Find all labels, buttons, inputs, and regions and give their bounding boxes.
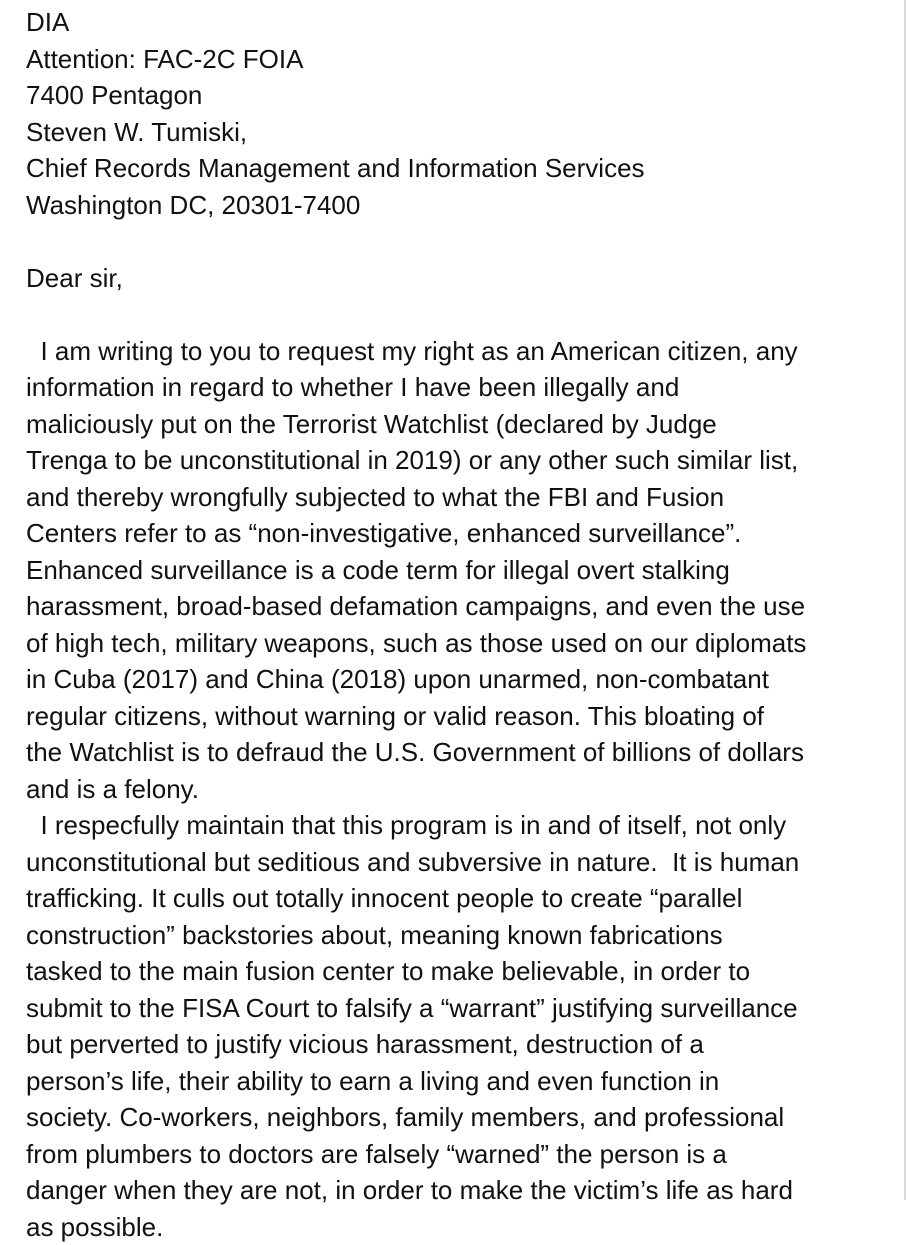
paragraph-line: but perverted to justify vicious harassment, destruction of a [26,1026,906,1063]
address-line-attention: Attention: FAC-2C FOIA [26,41,906,78]
paragraph-line: unconstitutional but seditious and subversive in nature. It is human [26,844,906,881]
paragraph-line: society. Co-workers, neighbors, family members, and professional [26,1099,906,1136]
paragraph-line: Enhanced surveillance is a code term for illegal overt stalking [26,552,906,589]
paragraph-2 [26,807,906,1245]
address-line-street: 7400 Pentagon [26,77,906,114]
paragraph-line: person’s life, their ability to earn a living and even function in [26,1063,906,1100]
letter-document [26,4,906,1245]
paragraph-line: tasked to the main fusion center to make believable, in order to [26,953,906,990]
paragraph-line: information in regard to whether I have been illegally and [26,369,906,406]
blank-line [26,296,906,333]
blank-line [26,223,906,260]
paragraph-line: Trenga to be unconstitutional in 2019) or any other such similar list, [26,442,906,479]
address-line-recipient: DIA [26,4,906,41]
paragraph-line: harassment, broad-based defamation campaigns, and even the use [26,588,906,625]
paragraph-line: maliciously put on the Terrorist Watchlist (declared by Judge [26,406,906,443]
paragraph-line: I am writing to you to request my right as an American citizen, any [26,333,906,370]
address-line-title: Chief Records Management and Information Services [26,150,906,187]
address-block [26,4,906,223]
address-line-city: Washington DC, 20301-7400 [26,187,906,224]
paragraph-line: and thereby wrongfully subjected to what the FBI and Fusion [26,479,906,516]
paragraph-line: from plumbers to doctors are falsely “warned” the person is a [26,1136,906,1173]
paragraph-line: in Cuba (2017) and China (2018) upon unarmed, non-combatant [26,661,906,698]
paragraph-line: construction” backstories about, meaning known fabrications [26,917,906,954]
paragraph-1 [26,333,906,808]
address-line-name: Steven W. Tumiski, [26,114,906,151]
paragraph-line: of high tech, military weapons, such as those used on our diplomats [26,625,906,662]
paragraph-line: trafficking. It culls out totally innocent people to create “parallel [26,880,906,917]
paragraph-line: danger when they are not, in order to make the victim’s life as hard [26,1172,906,1209]
paragraph-line: the Watchlist is to defraud the U.S. Government of billions of dollars [26,734,906,771]
paragraph-line: I respecfully maintain that this program is in and of itself, not only [26,807,906,844]
paragraph-line: as possible. [26,1209,906,1245]
paragraph-line: Centers refer to as “non-investigative, enhanced surveillance”. [26,515,906,552]
paragraph-line: and is a felony. [26,771,906,808]
salutation: Dear sir, [26,260,906,297]
paragraph-line: submit to the FISA Court to falsify a “warrant” justifying surveillance [26,990,906,1027]
paragraph-line: regular citizens, without warning or valid reason. This bloating of [26,698,906,735]
